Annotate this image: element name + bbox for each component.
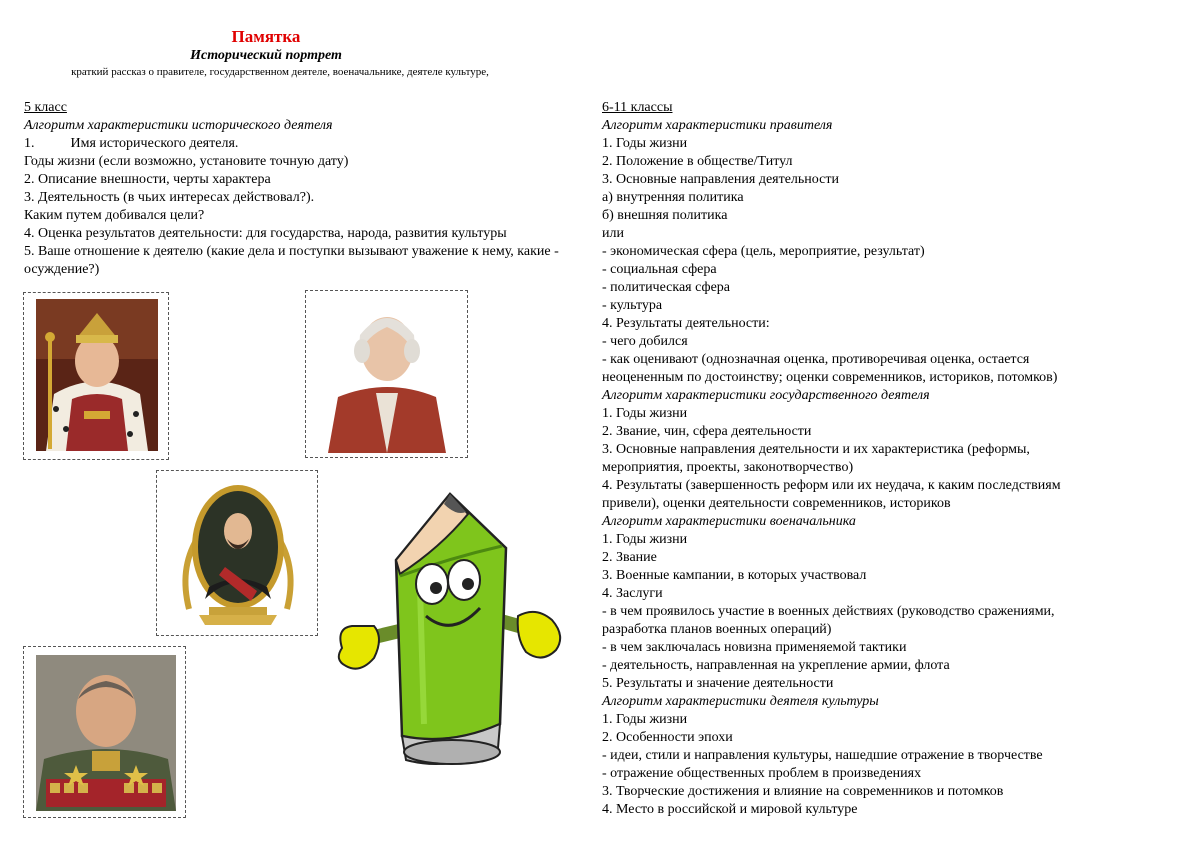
list-item: разработка планов военных операций) <box>602 622 832 637</box>
list-item: а) внутренняя политика <box>602 190 744 205</box>
left-column <box>24 99 584 279</box>
portrait-frame-scholar <box>305 290 468 458</box>
list-item: - культура <box>602 298 663 313</box>
list-item: - идеи, стили и направления культуры, нашедшие отражение в творчестве <box>602 748 1043 763</box>
list-item: - как оценивают (однозначная оценка, противоречивая оценка, остается <box>602 352 1030 367</box>
list-item: неоцененным по достоинству; оценки современников, историков, потомков) <box>602 370 1058 385</box>
grade-6-11-heading: 6-11 классы <box>602 100 673 115</box>
list-item: мероприятия, проекты, законотворчество) <box>602 460 854 475</box>
tsar-portrait-image <box>36 299 158 451</box>
portrait-frame-marshal <box>23 646 186 818</box>
list-item: Годы жизни (если возможно, установите точную дату) <box>24 154 349 169</box>
list-item: 3. Основные направления деятельности и их характеристика (реформы, <box>602 442 1030 457</box>
list-item: 5. Ваше отношение к деятелю (какие дела и поступки вызывают уважение к нему, какие - осуждение?) <box>24 244 559 277</box>
item-number: 1. <box>24 136 35 151</box>
list-item: 2. Описание внешности, черты характера <box>24 172 271 187</box>
right-column <box>602 99 1182 819</box>
page-description: краткий рассказ о правителе, государственном деятеле, военачальнике, деятеле культуре, <box>71 66 489 78</box>
list-item: 1. Годы жизни <box>602 532 688 547</box>
list-item: - экономическая сфера (цель, мероприятие, результат) <box>602 244 925 259</box>
list-item: 3. Творческие достижения и влияние на современников и потомков <box>602 784 1004 799</box>
list-item: - чего добился <box>602 334 688 349</box>
list-item: - социальная сфера <box>602 262 717 277</box>
list-item: 1. Годы жизни <box>602 712 688 727</box>
list-item: 4. Место в российской и мировой культуре <box>602 802 858 817</box>
list-item: - политическая сфера <box>602 280 731 295</box>
list-item: 1. Годы жизни <box>602 136 688 151</box>
algorithm-title: Алгоритм характеристики государственного деятеля <box>602 388 930 403</box>
algorithm-title: Алгоритм характеристики военачальника <box>602 514 856 529</box>
algorithm-title: Алгоритм характеристики деятеля культуры <box>602 694 879 709</box>
list-item: 2. Особенности эпохи <box>602 730 733 745</box>
portrait-frame-tsar <box>23 292 169 460</box>
list-item: - отражение общественных проблем в произведениях <box>602 766 922 781</box>
scholar-portrait-image <box>318 297 456 453</box>
list-item: 2. Положение в обществе/Титул <box>602 154 793 169</box>
list-item: 3. Основные направления деятельности <box>602 172 839 187</box>
list-item <box>24 135 584 153</box>
list-item: 4. Результаты деятельности: <box>602 316 770 331</box>
list-item: - в чем заключалась новизна применяемой тактики <box>602 640 907 655</box>
list-item: Каким путем добивался цели? <box>24 208 205 223</box>
list-item: 4. Заслуги <box>602 586 663 601</box>
list-item: - деятельность, направленная на укрепление армии, флота <box>602 658 950 673</box>
list-item: - в чем проявилось участие в военных действиях (руководство сражениями, <box>602 604 1055 619</box>
list-item: 2. Звание, чин, сфера деятельности <box>602 424 812 439</box>
algorithm-title: Алгоритм характеристики правителя <box>602 118 833 133</box>
list-item: 2. Звание <box>602 550 657 565</box>
statesman-portrait-image <box>169 479 307 627</box>
list-item: б) внешняя политика <box>602 208 728 223</box>
page-title: Памятка <box>231 27 301 46</box>
grade-5-heading: 5 класс <box>24 100 67 115</box>
list-item: привели), оценки деятельности современников, историков <box>602 496 951 511</box>
list-item: или <box>602 226 624 241</box>
list-item: 5. Результаты и значение деятельности <box>602 676 834 691</box>
algorithm-title: Алгоритм характеристики исторического деятеля <box>24 118 333 133</box>
item-text: Имя исторического деятеля. <box>70 136 239 151</box>
list-item: 1. Годы жизни <box>602 406 688 421</box>
list-item: 4. Оценка результатов деятельности: для государства, народа, развития культуры <box>24 226 507 241</box>
list-item: 3. Военные кампании, в которых участвовал <box>602 568 867 583</box>
list-item: 3. Деятельность (в чьих интересах действовал?). <box>24 190 315 205</box>
marshal-portrait-image <box>36 655 176 811</box>
page-subtitle: Исторический портрет <box>190 48 342 63</box>
list-item: 4. Результаты (завершенность реформ или их неудача, к каким последствиям <box>602 478 1061 493</box>
portrait-frame-statesman <box>156 470 318 636</box>
pencil-mascot <box>330 488 570 778</box>
